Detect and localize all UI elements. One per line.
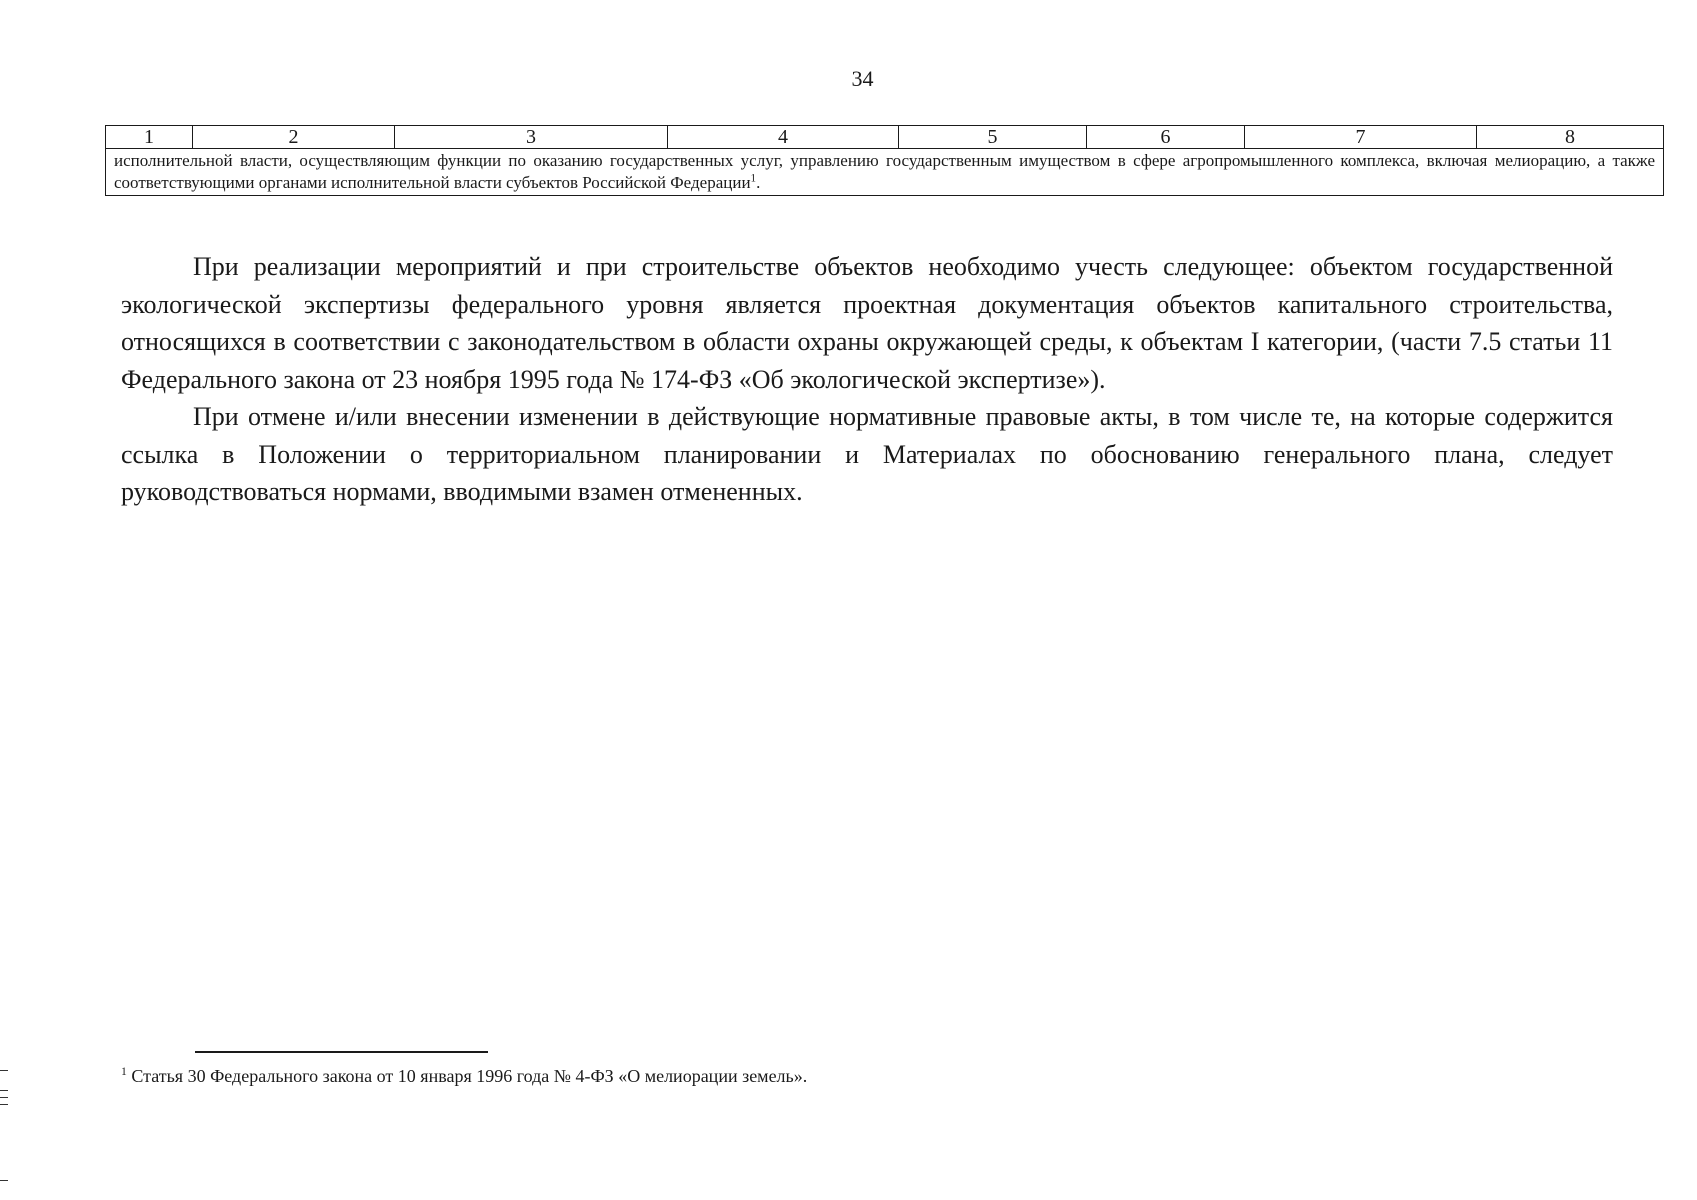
continued-row-text: исполнительной власти, осуществляющим функции по оказанию государственных услуг, управлению государственным имуществом в сфере агропромышленного комплекса, включая мелиорацию, а также соответствующими органами исполнительной власти субъектов Российской Федерации — [114, 151, 1655, 192]
margin-mark — [0, 1097, 8, 1098]
paragraph-expertise: При реализации мероприятий и при строительстве объектов необходимо учесть следующее: объектом государственной экологической экспертизы федерального уровня является проектная документация объектов капитального строительства, относящихся в соответствии с законодательством в области охраны окружающей среды, к объектам I категории, (части 7.5 статьи 11 Федерального закона от 23 ноября 1995 года № 174-ФЗ «Об экологической экспертизе»). — [121, 252, 1613, 394]
footnote — [121, 1064, 807, 1088]
continued-row-cell — [106, 149, 1664, 196]
column-number-2: 2 — [193, 126, 395, 149]
column-number-5: 5 — [899, 126, 1087, 149]
footnote-text: Статья 30 Федерального закона от 10 января 1996 года № 4-ФЗ «О мелиорации земель». — [131, 1066, 808, 1086]
column-number-7: 7 — [1245, 126, 1477, 149]
footnote-marker: 1 — [121, 1065, 127, 1078]
margin-mark — [0, 1104, 8, 1105]
paragraph-norms: При отмене и/или внесении изменении в действующие нормативные правовые акты, в том числе те, на которые содержится ссылка в Положении о территориальном планировании и Материалах по обоснованию генерального плана, следует руководствоваться нормами, вводимыми взамен отмененных. — [121, 402, 1613, 506]
footnote-reference[interactable]: 1 — [750, 172, 757, 185]
margin-mark — [0, 1070, 8, 1071]
table-header-row — [106, 126, 1664, 149]
margin-mark — [0, 1090, 8, 1091]
table-row — [106, 149, 1664, 196]
column-number-1: 1 — [106, 126, 193, 149]
column-number-8: 8 — [1477, 126, 1664, 149]
column-number-6: 6 — [1087, 126, 1245, 149]
column-number-4: 4 — [668, 126, 899, 149]
footnote-separator — [195, 1051, 488, 1053]
column-number-3: 3 — [395, 126, 668, 149]
body-text — [121, 248, 1613, 511]
continued-row-end: . — [756, 173, 761, 192]
page-number: 34 — [851, 66, 874, 91]
continuation-table — [105, 125, 1664, 196]
margin-mark — [0, 1180, 8, 1181]
